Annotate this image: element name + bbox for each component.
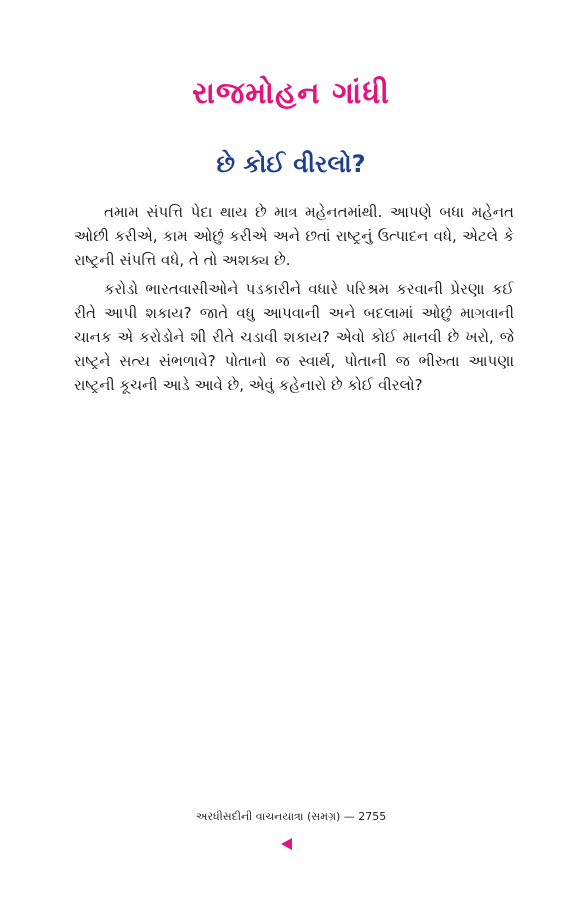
author-name: રાજમોહન ગાંધી	[192, 76, 390, 111]
article-body	[74, 200, 514, 402]
paragraph-1: તમામ સંપત્તિ પેદા થાય છે માત્ર મહેનતમાંથી. આપણે બધા મહેનત ઓછી કરીએ, કામ ઓછું કરીએ અને છતાં રાષ્ટ્રનું ઉત્પાદન વધે, એટલે કે રાષ્ટ્રની સંપત્તિ વધે, તે તો અશક્ય છે.	[74, 203, 514, 269]
previous-page-arrow-icon[interactable]	[281, 838, 292, 850]
article-title: છે કોઈ વીરલો?	[216, 150, 366, 178]
page-footer: અરધીસદીની વાચનયાત્રા (સમગ્ર) — 2755	[195, 810, 387, 823]
paragraph-2: કરોડો ભારતવાસીઓને પડકારીને વધારે પરિશ્રમ કરવાની પ્રેરણા કઈ રીતે આપી શકાય? જાતે વધુ આપવાની અને બદલામાં ઓછું માગવાની ચાનક એ કરોડોને શી રીતે ચડાવી શકાય? એવો કોઈ માનવી છે ખરો, જે રાષ્ટ્રને સત્ય સંભળાવે? પોતાનો જ સ્વાર્થ, પોતાની જ ભીરુતા આપણા રાષ્ટ્રની કૂચની આડે આવે છે, એવું કહેનારો છે કોઈ વીરલો?	[74, 280, 514, 394]
